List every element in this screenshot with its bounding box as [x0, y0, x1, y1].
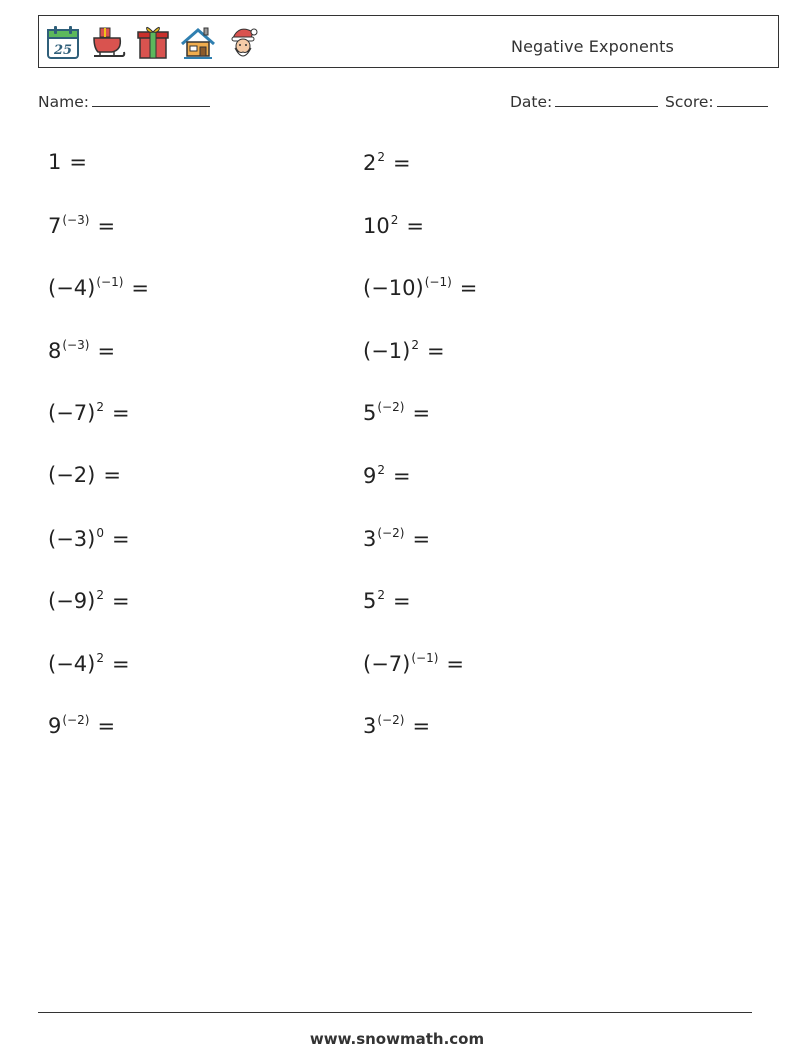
problem-right-7 [363, 526, 430, 551]
problem-exponent: 0 [96, 525, 104, 540]
problem-exponent: 2 [96, 650, 104, 665]
problem-right-10 [363, 713, 430, 738]
problem-exponent: 2 [377, 588, 386, 603]
equals-sign: = [393, 151, 411, 175]
sleigh-icon [90, 22, 126, 62]
problem-left-8 [48, 588, 130, 613]
equals-sign: = [459, 276, 478, 301]
equals-sign: = [111, 589, 130, 614]
problem-base: (−10) [363, 276, 424, 301]
name-label: Name: [38, 93, 89, 111]
equals-sign: = [446, 651, 465, 676]
calendar-icon [45, 22, 81, 62]
problem-right-9 [363, 651, 464, 676]
problem-left-1 [48, 150, 87, 174]
score-field [665, 93, 768, 111]
problem-base: (−9) [48, 589, 96, 614]
problem-exponent: (−3) [62, 337, 90, 352]
problem-base: 5 [363, 401, 377, 426]
name-blank[interactable] [92, 93, 210, 107]
house-icon [180, 22, 216, 62]
problem-base: 8 [48, 338, 62, 363]
problem-exponent: (−1) [96, 275, 124, 290]
footer-divider [38, 1012, 752, 1013]
worksheet-header [38, 15, 779, 68]
problem-exponent: (−1) [424, 275, 452, 290]
problem-exponent: (−3) [62, 212, 90, 227]
problem-right-2 [363, 213, 424, 238]
equals-sign: = [111, 651, 130, 676]
score-blank[interactable] [717, 93, 768, 107]
problem-exponent: (−2) [377, 713, 405, 728]
problem-base: (−3) [48, 526, 96, 551]
problem-left-9 [48, 651, 130, 676]
equals-sign: = [111, 401, 130, 426]
equals-sign: = [97, 338, 116, 363]
problem-base: 7 [48, 213, 62, 238]
problem-base: (−7) [48, 401, 96, 426]
problem-exponent: 2 [411, 337, 419, 352]
equals-sign: = [406, 213, 424, 238]
problem-base: 5 [363, 589, 377, 614]
santa-icon [225, 22, 261, 62]
problem-exponent: (−2) [377, 525, 405, 540]
equals-sign: = [131, 276, 150, 301]
problem-right-6 [363, 463, 411, 488]
equals-sign: = [69, 150, 87, 174]
equals-sign: = [393, 464, 411, 488]
equals-sign: = [412, 401, 431, 426]
problem-base: 10 [363, 213, 390, 238]
date-field [510, 93, 658, 111]
equals-sign: = [97, 714, 116, 739]
holiday-icons [45, 20, 261, 64]
problem-base: 3 [363, 714, 377, 739]
date-label: Date: [510, 93, 553, 111]
problem-exponent: (−2) [62, 713, 90, 728]
equals-sign: = [111, 526, 130, 551]
equals-sign: = [103, 463, 121, 487]
problem-base: (−1) [363, 338, 411, 363]
problem-base: 2 [363, 151, 377, 175]
problem-right-1 [363, 150, 411, 175]
problem-exponent: 2 [390, 212, 399, 227]
problem-left-7 [48, 526, 130, 551]
problem-left-5 [48, 400, 130, 425]
problem-exponent: 2 [377, 463, 386, 477]
problem-right-3 [363, 275, 477, 300]
problem-base: (−4) [48, 651, 96, 676]
problem-exponent: 2 [96, 588, 104, 603]
footer-site: www.snowmath.com [309, 1030, 485, 1048]
equals-sign: = [412, 526, 431, 551]
gift-icon [135, 22, 171, 62]
problem-left-10 [48, 713, 115, 738]
problem-right-4 [363, 338, 445, 363]
worksheet-title: Negative Exponents [511, 37, 674, 56]
calendar-day: 25 [53, 43, 73, 58]
problem-left-4 [48, 338, 115, 363]
problem-base: 1 [48, 150, 62, 174]
problem-right-5 [363, 400, 430, 425]
problem-base: 9 [48, 714, 62, 739]
date-blank[interactable] [555, 93, 658, 107]
equals-sign: = [97, 213, 116, 238]
problem-exponent: 2 [377, 150, 386, 164]
problem-left-2 [48, 213, 115, 238]
score-label: Score: [665, 93, 714, 111]
problem-base: (−4) [48, 276, 96, 301]
equals-sign: = [393, 589, 411, 614]
problem-right-8 [363, 588, 411, 613]
problem-exponent: 2 [96, 400, 104, 415]
name-field [38, 93, 210, 111]
problem-base: (−2) [48, 463, 96, 487]
problem-base: 3 [363, 526, 377, 551]
problem-left-3 [48, 275, 149, 300]
problem-base: (−7) [363, 651, 411, 676]
problem-left-6 [48, 463, 121, 487]
problem-exponent: (−2) [377, 400, 405, 415]
problem-base: 9 [363, 464, 377, 488]
problem-exponent: (−1) [411, 650, 439, 665]
equals-sign: = [412, 714, 431, 739]
equals-sign: = [426, 338, 445, 363]
